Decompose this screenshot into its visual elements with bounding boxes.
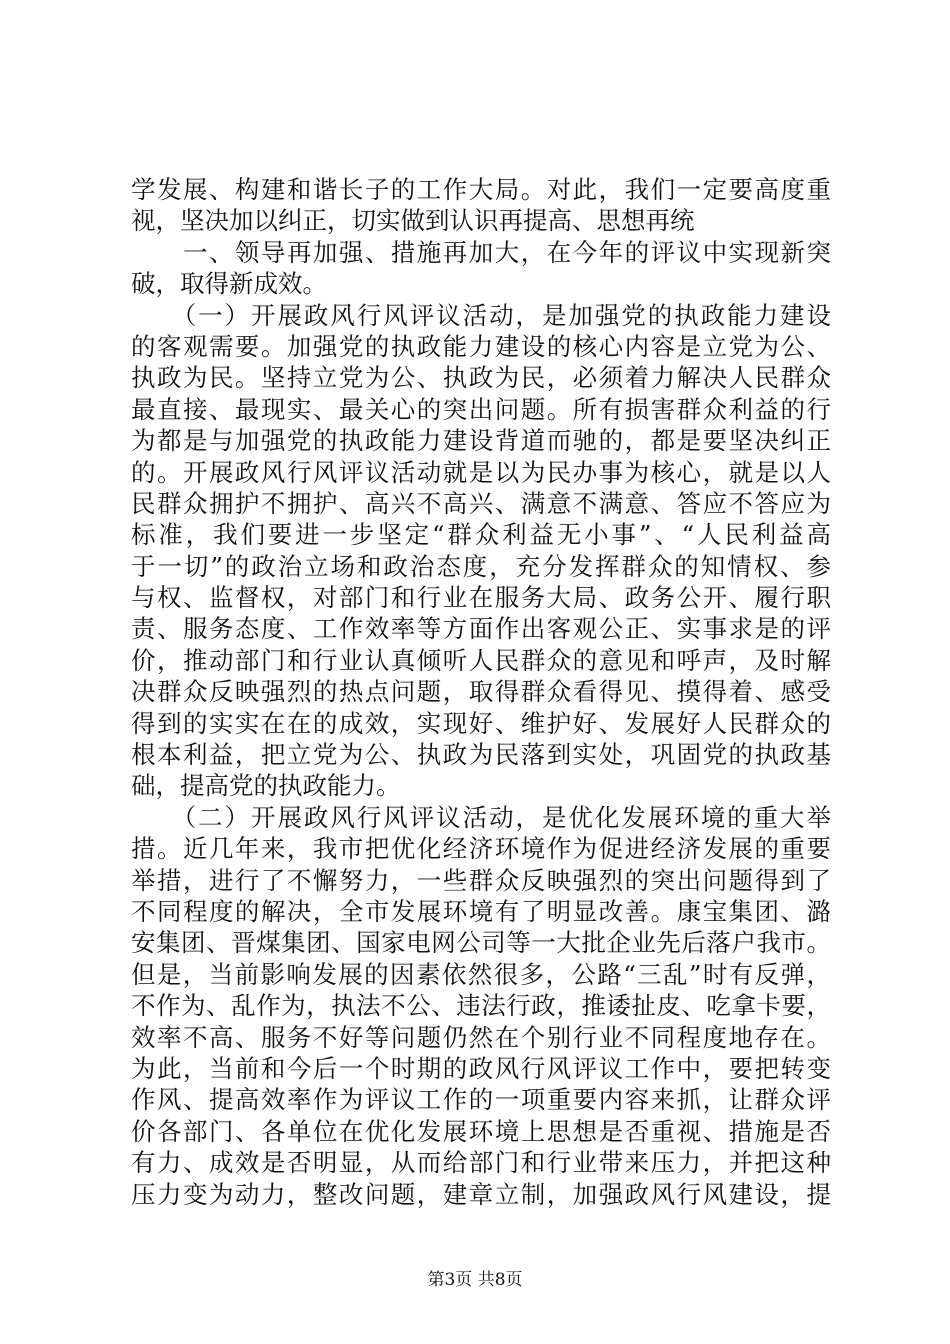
text-line: 不作为、乱作为，执法不公、违法行政，推诿扯皮、吃拿卡要， — [131, 991, 831, 1021]
text-line: 安集团、晋煤集团、国家电网公司等一大批企业先后落户我市。 — [131, 928, 831, 958]
text-line: 价，推动部门和行业认真倾听人民群众的意见和呼声，及时解 — [131, 645, 831, 675]
text-line: 举措，进行了不懈努力，一些群众反映强烈的突出问题得到了 — [131, 865, 831, 895]
text-line: 不同程度的解决，全市发展环境有了明显改善。康宝集团、潞 — [131, 896, 831, 926]
text-line: 于一切”的政治立场和政治态度，充分发挥群众的知情权、参 — [131, 551, 831, 581]
text-line: 价各部门、各单位在优化发展环境上思想是否重视、措施是否 — [131, 1116, 831, 1146]
text-line: 的。开展政风行风评议活动就是以为民办事为核心，就是以人 — [131, 457, 831, 487]
text-line: 执政为民。坚持立党为公、执政为民，必须着力解决人民群众 — [131, 363, 831, 393]
text-line: 的客观需要。加强党的执政能力建设的核心内容是立党为公、 — [131, 331, 831, 361]
text-line: 有力、成效是否明显，从而给部门和行业带来压力，并把这种 — [131, 1148, 831, 1178]
body-text — [131, 174, 831, 1210]
text-line: （二）开展政风行风评议活动，是优化发展环境的重大举 — [131, 802, 831, 832]
text-line: 决群众反映强烈的热点问题，取得群众看得见、摸得着、感受 — [131, 677, 831, 707]
text-line: 效率不高、服务不好等问题仍然在个别行业不同程度地存在。 — [131, 1022, 831, 1052]
text-line: 但是，当前影响发展的因素依然很多，公路“三乱”时有反弹， — [131, 959, 831, 989]
text-line: 根本利益，把立党为公、执政为民落到实处，巩固党的执政基 — [131, 740, 831, 770]
text-line: 与权、监督权，对部门和行业在服务大局、政务公开、履行职 — [131, 583, 831, 613]
text-line: 学发展、构建和谐长子的工作大局。对此，我们一定要高度重 — [131, 175, 831, 204]
text-line: 责、服务态度、工作效率等方面作出客观公正、实事求是的评 — [131, 614, 831, 644]
text-line: 标准，我们要进一步坚定“群众利益无小事”、“人民利益高 — [131, 520, 831, 550]
text-line: 破，取得新成效。 — [131, 269, 327, 299]
text-line: 措。近几年来，我市把优化经济环境作为促进经济发展的重要 — [131, 834, 831, 864]
page-footer: 第3页 共8页 — [427, 1270, 523, 1290]
text-line: 视，坚决加以纠正，切实做到认识再提高、思想再统 — [131, 206, 695, 236]
text-line: （一）开展政风行风评议活动，是加强党的执政能力建设 — [131, 300, 831, 330]
text-line: 得到的实实在在的成效，实现好、维护好、发展好人民群众的 — [131, 708, 831, 738]
text-line: 一、领导再加强、措施再加大，在今年的评议中实现新突 — [131, 237, 831, 267]
text-line: 为此，当前和今后一个时期的政风行风评议工作中，要把转变 — [131, 1053, 831, 1083]
text-line: 作风、提高效率作为评议工作的一项重要内容来抓，让群众评 — [131, 1085, 831, 1115]
text-line: 压力变为动力，整改问题，建章立制，加强政风行风建设，提 — [131, 1179, 831, 1209]
text-line: 最直接、最现实、最关心的突出问题。所有损害群众利益的行 — [131, 394, 831, 424]
text-line: 为都是与加强党的执政能力建设背道而驰的，都是要坚决纠正 — [131, 426, 831, 456]
text-line: 民群众拥护不拥护、高兴不高兴、满意不满意、答应不答应为 — [131, 488, 831, 518]
text-line: 础，提高党的执政能力。 — [131, 771, 401, 801]
